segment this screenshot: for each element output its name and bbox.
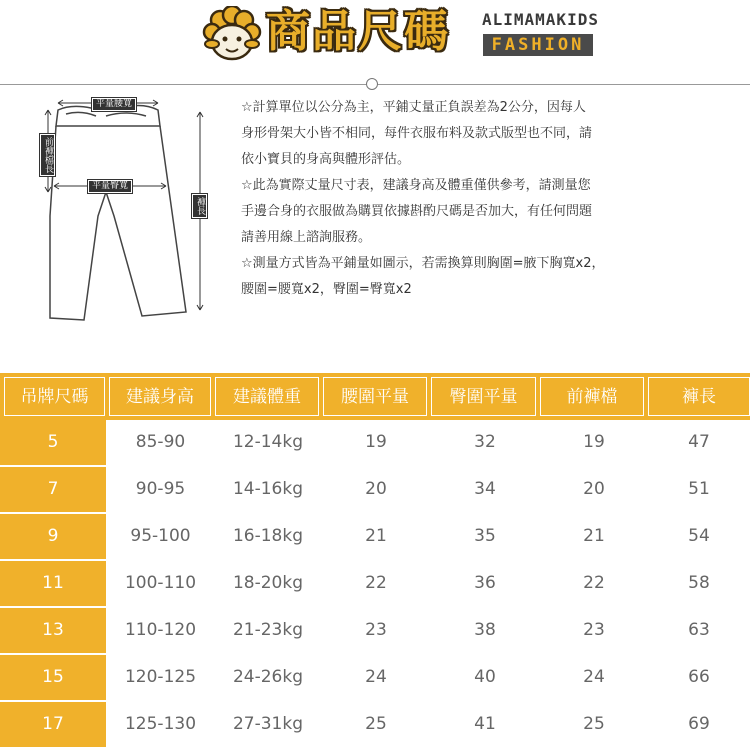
header xyxy=(0,0,750,70)
table-cell: 23 xyxy=(365,620,387,640)
note-line: 手邊合身的衣服做為購買依據斟酌尺碼是否加大，有任何問題 xyxy=(241,204,593,219)
table-cell: 19 xyxy=(365,432,387,452)
table-row xyxy=(0,608,750,655)
waist-width-label: 平量腰寬 xyxy=(92,98,136,111)
table-cell: 18-20kg xyxy=(232,573,304,593)
header-front-rise: 前褲檔 xyxy=(540,377,644,416)
table-cell: 22 xyxy=(365,573,387,593)
table-cell: 25 xyxy=(365,714,387,734)
table-cell: 41 xyxy=(474,714,496,734)
table-row xyxy=(0,655,750,702)
table-cell: 36 xyxy=(474,573,496,593)
size-cell: 11 xyxy=(0,561,106,606)
pants-outline-icon xyxy=(36,96,216,336)
table-cell: 110-120 xyxy=(124,620,197,640)
table-cell: 54 xyxy=(688,526,710,546)
table-cell: 24 xyxy=(583,667,605,687)
note-line: ☆此為實際丈量尺寸表，建議身高及體重僅供參考，請測量您 xyxy=(241,178,591,193)
header-height: 建議身高 xyxy=(109,377,211,416)
table-cell: 63 xyxy=(688,620,710,640)
size-cell: 17 xyxy=(0,702,106,747)
size-cell: 13 xyxy=(0,608,106,653)
table-cell: 38 xyxy=(474,620,496,640)
hip-width-label: 平量臀寬 xyxy=(88,180,132,193)
size-table xyxy=(0,373,750,750)
table-cell: 16-18kg xyxy=(232,526,304,546)
table-cell: 21 xyxy=(365,526,387,546)
front-rise-label: 前褲檔長 xyxy=(40,134,55,176)
page-title: 商品尺碼 xyxy=(266,6,450,57)
header-tag-size: 吊牌尺碼 xyxy=(4,377,105,416)
pants-diagram xyxy=(36,96,216,336)
table-cell: 23 xyxy=(583,620,605,640)
table-cell: 20 xyxy=(583,479,605,499)
table-row xyxy=(0,561,750,608)
table-cell: 25 xyxy=(583,714,605,734)
table-cell: 40 xyxy=(474,667,496,687)
table-cell: 51 xyxy=(688,479,710,499)
table-cell: 120-125 xyxy=(124,667,197,687)
table-cell: 47 xyxy=(688,432,710,452)
table-row xyxy=(0,702,750,749)
table-row xyxy=(0,514,750,561)
note-line: 身形骨架大小皆不相同，每件衣服布料及款式版型也不同，請 xyxy=(241,126,593,141)
table-cell: 21 xyxy=(583,526,605,546)
table-cell: 100-110 xyxy=(124,573,197,593)
table-cell: 24 xyxy=(365,667,387,687)
table-cell: 20 xyxy=(365,479,387,499)
table-cell: 32 xyxy=(474,432,496,452)
table-row xyxy=(0,467,750,514)
size-cell: 7 xyxy=(0,467,106,512)
divider-dot xyxy=(366,78,378,90)
table-cell: 125-130 xyxy=(124,714,197,734)
size-cell: 9 xyxy=(0,514,106,559)
size-cell: 5 xyxy=(0,420,106,465)
note-line: 依小寶貝的身高與體形評估。 xyxy=(241,152,411,167)
table-cell: 85-90 xyxy=(135,432,186,452)
table-cell: 58 xyxy=(688,573,710,593)
sheep-logo-icon xyxy=(200,6,264,64)
table-cell: 34 xyxy=(474,479,496,499)
header-length: 褲長 xyxy=(648,377,750,416)
brand-tagline: FASHION xyxy=(483,34,593,56)
header-hip: 臀圍平量 xyxy=(431,377,536,416)
table-cell: 24-26kg xyxy=(232,667,304,687)
size-notes xyxy=(241,95,711,303)
table-cell: 12-14kg xyxy=(232,432,304,452)
table-row xyxy=(0,420,750,467)
table-cell: 21-23kg xyxy=(232,620,304,640)
table-cell: 95-100 xyxy=(130,526,191,546)
note-line: 腰圍=腰寬x2，臀圍=臀寬x2 xyxy=(241,282,412,297)
note-line: ☆測量方式皆為平鋪量如圖示，若需換算則胸圍=腋下胸寬x2， xyxy=(241,256,605,271)
table-cell: 90-95 xyxy=(135,479,186,499)
size-cell: 15 xyxy=(0,655,106,700)
table-cell: 69 xyxy=(688,714,710,734)
table-cell: 22 xyxy=(583,573,605,593)
note-line: ☆計算單位以公分為主，平鋪丈量正負誤差為2公分，因每人 xyxy=(241,100,586,115)
pants-length-label: 褲長 xyxy=(192,194,207,218)
table-cell: 27-31kg xyxy=(232,714,304,734)
row-separator xyxy=(0,747,106,749)
header-waist: 腰圍平量 xyxy=(323,377,427,416)
table-cell: 66 xyxy=(688,667,710,687)
table-header xyxy=(0,373,750,420)
note-line: 請善用線上諮詢服務。 xyxy=(241,230,372,245)
brand-name: ALIMAMAKIDS xyxy=(482,10,599,29)
table-cell: 19 xyxy=(583,432,605,452)
table-cell: 14-16kg xyxy=(232,479,304,499)
header-weight: 建議體重 xyxy=(215,377,319,416)
table-cell: 35 xyxy=(474,526,496,546)
